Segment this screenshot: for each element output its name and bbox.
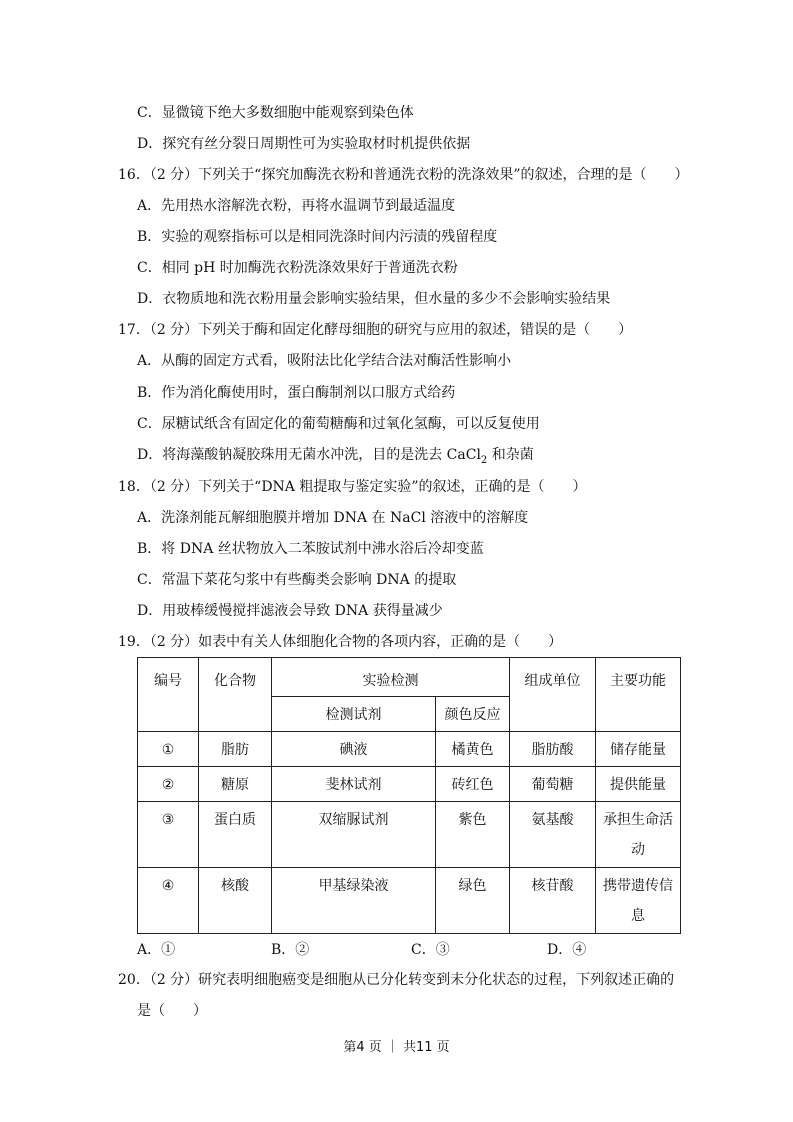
- cell: 橘黄色: [436, 732, 510, 767]
- cell: 脂肪: [199, 732, 272, 767]
- cell: 绿色: [436, 868, 510, 934]
- q17-option-a: A．从酶的固定方式看，吸附法比化学结合法对酶活性影响小: [137, 353, 512, 369]
- header-compound: 化合物: [199, 658, 272, 732]
- header-unit: 组成单位: [510, 658, 596, 732]
- cell: ②: [138, 767, 199, 802]
- q15-option-d: D．探究有丝分裂日周期性可为实验取材时机提供依据: [137, 136, 471, 152]
- q19-option-d: D．④: [547, 942, 587, 958]
- q16-option-b: B．实验的观察指标可以是相同洗涤时间内污渍的残留程度: [137, 229, 498, 245]
- cell: 碘液: [272, 732, 436, 767]
- q16-stem: 16．（2 分）下列关于“探究加酶洗衣粉和普通洗衣粉的洗涤效果”的叙述，合理的是（ ）: [118, 167, 689, 183]
- q17-option-d-tail: 和杂菌: [487, 447, 534, 463]
- table-row: [138, 732, 681, 767]
- cell: 携带遗传信息: [596, 868, 681, 934]
- cell: ④: [138, 868, 199, 934]
- q19-options: [137, 939, 677, 957]
- header-function: 主要功能: [596, 658, 681, 732]
- q17-stem: 17．（2 分）下列关于酶和固定化酵母细胞的研究与应用的叙述，错误的是（ ）: [118, 322, 633, 338]
- cell: ①: [138, 732, 199, 767]
- q16-option-c: C．相同 pH 时加酶洗衣粉洗涤效果好于普通洗衣粉: [137, 260, 458, 276]
- cell: 斐林试剂: [272, 767, 436, 802]
- header-reagent: 检测试剂: [272, 697, 436, 732]
- subscript: 2: [480, 454, 488, 466]
- q17-option-d-text: D．将海藻酸钠凝胶珠用无菌水冲洗，目的是洗去 CaCl: [137, 447, 481, 463]
- q17-option-b: B．作为消化酶使用时，蛋白酶制剂以口服方式给药: [137, 385, 456, 401]
- cell: 核苷酸: [510, 868, 596, 934]
- q18-option-d: D．用玻棒缓慢搅拌滤液会导致 DNA 获得量减少: [137, 603, 443, 619]
- cell: 砖红色: [436, 767, 510, 802]
- compound-table: [137, 657, 681, 934]
- q16-option-a: A．先用热水溶解洗衣粉，再将水温调节到最适温度: [137, 198, 456, 214]
- cell: 紫色: [436, 802, 510, 868]
- q19-stem: 19．（2 分）如表中有关人体细胞化合物的各项内容，正确的是（ ）: [118, 634, 563, 650]
- header-test: 实验检测: [272, 658, 510, 697]
- q18-stem: 18．（2 分）下列关于“DNA 粗提取与鉴定实验”的叙述，正确的是（ ）: [118, 479, 587, 495]
- cell: 承担生命活动: [596, 802, 681, 868]
- q20-stem: 20．（2 分）研究表明细胞癌变是细胞从已分化转变到未分化状态的过程，下列叙述正确的: [118, 972, 675, 988]
- cell: 甲基绿染液: [272, 868, 436, 934]
- q15-option-c: C．显微镜下绝大多数细胞中能观察到染色体: [137, 105, 414, 121]
- table-row: [138, 868, 681, 934]
- q18-option-b: B．将 DNA 丝状物放入二苯胺试剂中沸水浴后冷却变蓝: [137, 541, 484, 557]
- q17-option-c: C．尿糖试纸含有固定化的葡萄糖酶和过氧化氢酶，可以反复使用: [137, 416, 540, 432]
- q17-option-d: [137, 446, 534, 470]
- cell: 蛋白质: [199, 802, 272, 868]
- q18-option-a: A．洗涤剂能瓦解细胞膜并增加 DNA 在 NaCl 溶液中的溶解度: [137, 510, 529, 526]
- header-color: 颜色反应: [436, 697, 510, 732]
- q19-option-a: A．①: [137, 942, 176, 958]
- cell: 双缩脲试剂: [272, 802, 436, 868]
- header-id: 编号: [138, 658, 199, 732]
- cell: ③: [138, 802, 199, 868]
- cell: 糖原: [199, 767, 272, 802]
- cell: 核酸: [199, 868, 272, 934]
- cell: 葡萄糖: [510, 767, 596, 802]
- page-footer: 第4 页 ｜ 共11 页: [343, 1040, 450, 1055]
- cell: 储存能量: [596, 732, 681, 767]
- q19-option-b: B．②: [271, 942, 310, 958]
- table-row: [138, 802, 681, 868]
- q20-stem-cont: 是（ ）: [137, 1003, 207, 1019]
- cell: 氨基酸: [510, 802, 596, 868]
- q16-option-d: D．衣物质地和洗衣粉用量会影响实验结果，但水量的多少不会影响实验结果: [137, 291, 611, 307]
- q18-option-c: C．常温下菜花匀浆中有些酶类会影响 DNA 的提取: [137, 572, 457, 588]
- cell: 脂肪酸: [510, 732, 596, 767]
- table-row: [138, 767, 681, 802]
- cell: 提供能量: [596, 767, 681, 802]
- q19-option-c: C．③: [411, 942, 450, 958]
